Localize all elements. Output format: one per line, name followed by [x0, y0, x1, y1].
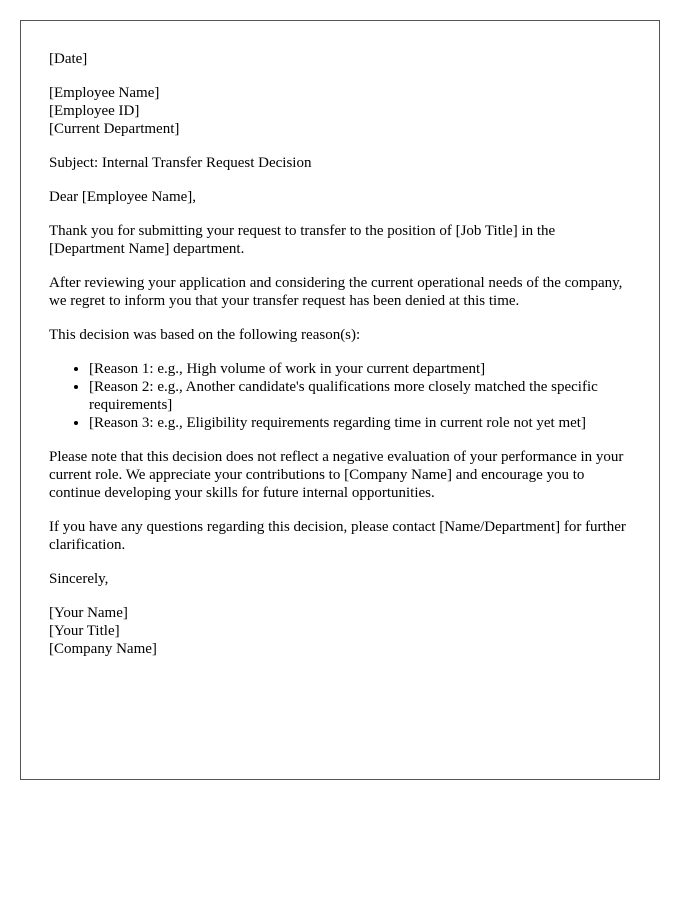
signature-title: [Your Title] [49, 623, 120, 639]
signature-company: [Company Name] [49, 641, 157, 657]
reason-item-1: • [Reason 1: e.g., High volume of work in your current department] [89, 360, 631, 378]
letter-salutation: Dear [Employee Name], [49, 189, 197, 205]
reasons-list [49, 360, 631, 432]
recipient-department: [Current Department] [49, 121, 180, 137]
reason-item-3: • [Reason 3: e.g., Eligibility requirements regarding time in current role not yet met] [89, 414, 631, 432]
recipient-id: [Employee ID] [49, 103, 140, 119]
letter-subject: Subject: Internal Transfer Request Decision [49, 155, 312, 171]
body-paragraph-3: Please note that this decision does not reflect a negative evaluation of your performance in your current role. We appreciate your contributions to [Company Name] and encourage you to continue developing your skills for future internal opportunities. [49, 449, 624, 501]
body-paragraph-4: If you have any questions regarding this decision, please contact [Name/Department] for further clarification. [49, 519, 626, 553]
body-paragraph-2: After reviewing your application and considering the current operational needs of the company, we regret to inform you that your transfer request has been denied at this time. [49, 275, 623, 309]
reason-item-2: • [Reason 2: e.g., Another candidate's qualifications more closely matched the specific requirements] [89, 378, 631, 414]
signature-block [49, 604, 631, 658]
recipient-block [49, 84, 631, 138]
body-paragraph-1: Thank you for submitting your request to transfer to the position of [Job Title] in the [Department Name] department. [49, 223, 556, 257]
letter-page [20, 20, 660, 780]
signature-name: [Your Name] [49, 605, 128, 621]
reasons-intro: This decision was based on the following reason(s): [49, 327, 361, 343]
letter-closing: Sincerely, [49, 571, 109, 587]
letter-date: [Date] [49, 51, 88, 67]
recipient-name: [Employee Name] [49, 85, 160, 101]
